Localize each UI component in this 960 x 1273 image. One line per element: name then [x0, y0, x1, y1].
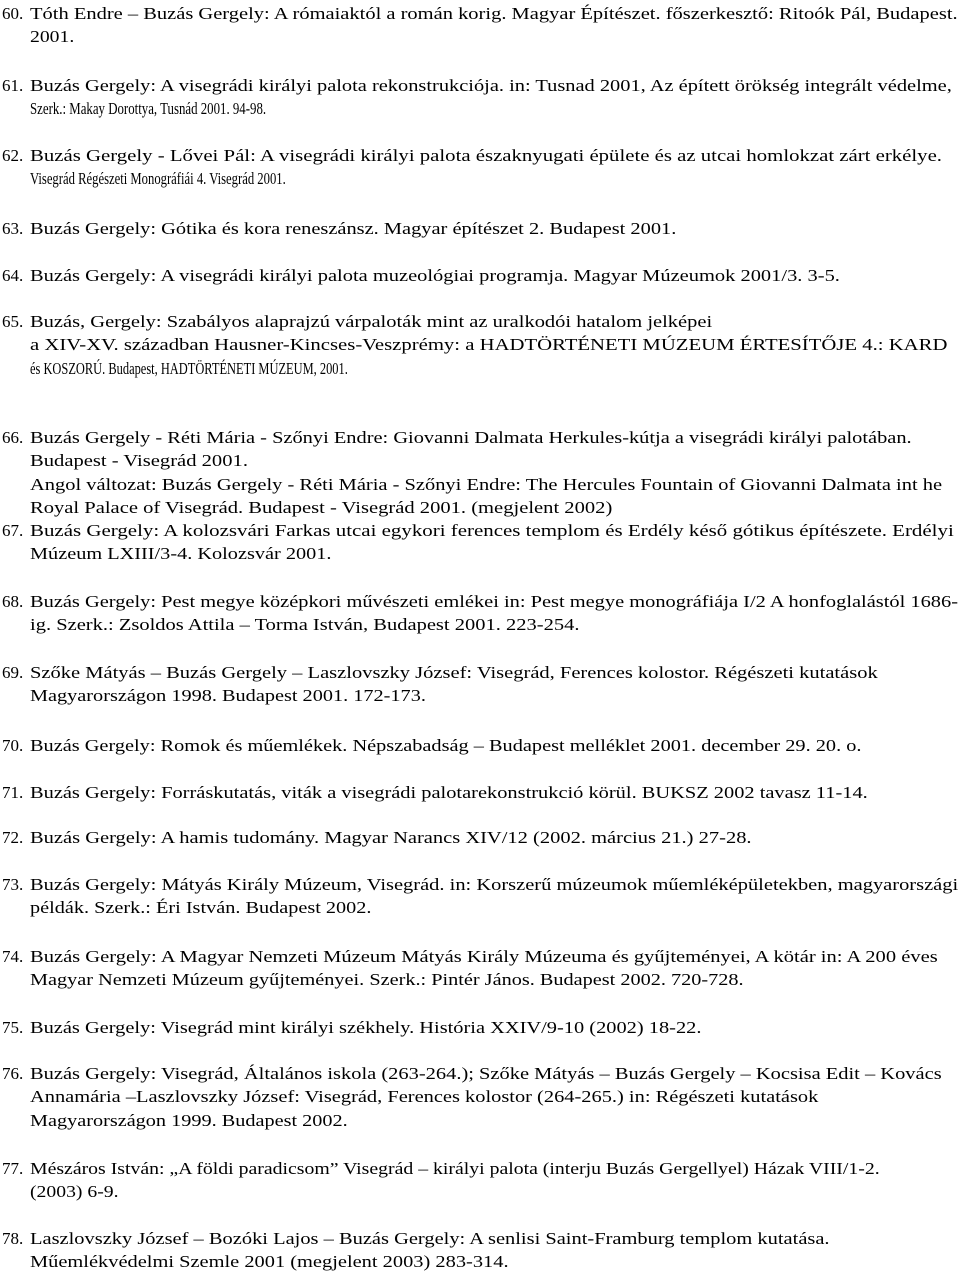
entry-text-line: Műemlékvédelmi Szemle 2001 (megjelent 2003) 283-314.	[30, 1252, 509, 1272]
entry-text-line: Múzeum LXIII/3-4. Kolozsvár 2001.	[30, 544, 332, 564]
entry-text-line: és KOSZORÚ. Budapest, HADTÖRTÉNETI MÚZEUM, 2001.	[30, 358, 348, 378]
entry-text-line: Buzás Gergely: Forráskutatás, viták a visegrádi palotarekonstrukció körül. BUKSZ 2002 tavasz 11-14.	[30, 783, 868, 802]
entry-text-line: Buzás Gergely: A hamis tudomány. Magyar Narancs XIV/12 (2002. március 21.) 27-28.	[30, 828, 752, 847]
entry-number: 61.	[2, 76, 24, 95]
entry-number: 77.	[2, 1159, 24, 1178]
entry-text-line: Budapest - Visegrád 2001.	[30, 451, 248, 471]
entry-text-line: Annamária –Laszlovszky József: Visegrád, Ferences kolostor (264-265.) in: Régészeti kutatások	[30, 1087, 819, 1107]
entry-text-line: Buzás Gergely: Pest megye középkori művészeti emlékei in: Pest megye monográfiája I/2 A honfoglalástól 1686-	[30, 592, 959, 611]
entry-text-line: Buzás Gergely: A Magyar Nemzeti Múzeum Mátyás Király Múzeuma és gyűjteményei, A kötár in: A 200 éves	[30, 947, 938, 966]
entry-number: 67.	[2, 521, 24, 540]
entry-text-line: Buzás Gergely: Visegrád mint királyi székhely. História XXIV/9-10 (2002) 18-22.	[30, 1018, 702, 1037]
entry-text-line: Buzás Gergely: Gótika és kora reneszánsz. Magyar építészet 2. Budapest 2001.	[30, 219, 677, 238]
entry-number: 64.	[2, 266, 24, 285]
entry-text-line: Buzás, Gergely: Szabályos alaprajzú várpaloták mint az uralkodói hatalom jelképei	[30, 312, 713, 331]
entry-number: 66.	[2, 428, 24, 447]
entry-number: 60.	[2, 4, 24, 23]
entry-text-line: Buzás Gergely - Réti Mária - Szőnyi Endre: Giovanni Dalmata Herkules-kútja a visegrádi királyi palotában.	[30, 428, 912, 447]
entry-text-line: Tóth Endre – Buzás Gergely: A rómaiaktól a román korig. Magyar Építészet. főszerkesztő: Ritoók Pál, Budapest.	[30, 4, 958, 23]
entry-number: 75.	[2, 1018, 24, 1037]
entry-text-line: Szőke Mátyás – Buzás Gergely – Laszlovszky József: Visegrád, Ferences kolostor. Régészeti kutatások	[30, 663, 878, 682]
entry-number: 69.	[2, 663, 24, 682]
entry-text-line: Angol változat: Buzás Gergely - Réti Mária - Szőnyi Endre: The Hercules Fountain of Giovanni Dalmata int he	[30, 474, 943, 494]
entry-text-line: Mészáros István: „A földi paradicsom” Visegrád – királyi palota (interju Buzás Gergellyel) Házak VIII/1-2.	[30, 1159, 880, 1178]
entry-text-line: példák. Szerk.: Éri István. Budapest 2002.	[30, 898, 372, 918]
entry-text-line: Szerk.: Makay Dorottya, Tusnád 2001. 94-98.	[30, 99, 267, 119]
entry-text-line: Buzás Gergely - Lővei Pál: A visegrádi királyi palota északnyugati épülete és az utcai homlokzat zárt erkélye.	[30, 146, 942, 165]
entry-text-line: Buzás Gergely: A kolozsvári Farkas utcai egykori ferences templom és Erdély késő gótikus építészete. Erdélyi	[30, 521, 954, 540]
entry-number: 70.	[2, 736, 24, 755]
entry-number: 74.	[2, 947, 24, 966]
entry-number: 68.	[2, 592, 24, 611]
entry-number: 62.	[2, 146, 24, 165]
entry-text-line: (2003) 6-9.	[30, 1182, 119, 1202]
entry-text-line: Visegrád Régészeti Monográfiái 4. Visegrád 2001.	[30, 169, 286, 189]
entry-text-line: Royal Palace of Visegrád. Budapest - Visegrád 2001. (megjelent 2002)	[30, 497, 613, 517]
entry-number: 73.	[2, 875, 24, 894]
entry-text-line: Magyarországon 1999. Budapest 2002.	[30, 1110, 348, 1130]
entry-text-line: Buzás Gergely: Mátyás Király Múzeum, Visegrád. in: Korszerű múzeumok műemléképületekben, magyarországi	[30, 875, 959, 894]
entry-number: 65.	[2, 312, 24, 331]
entry-text-line: Buzás Gergely: A visegrádi királyi palota rekonstrukciója. in: Tusnad 2001, Az épített örökség integrált védelme,	[30, 76, 952, 95]
entry-number: 72.	[2, 828, 24, 847]
entry-text-line: Buzás Gergely: Visegrád, Általános iskola (263-264.); Szőke Mátyás – Buzás Gergely – Kocsisa Edit – Kovács	[30, 1064, 942, 1083]
entry-number: 63.	[2, 219, 24, 238]
entry-text-line: Magyarországon 1998. Budapest 2001. 172-173.	[30, 686, 426, 706]
entry-text-line: Laszlovszky József – Bozóki Lajos – Buzás Gergely: A senlisi Saint-Framburg templom kutatása.	[30, 1229, 830, 1248]
entry-text-line: Buzás Gergely: A visegrádi királyi palota muzeológiai programja. Magyar Múzeumok 2001/3. 3-5.	[30, 266, 840, 285]
entry-text-line: Buzás Gergely: Romok és műemlékek. Népszabadság – Budapest melléklet 2001. december 29. 20. o.	[30, 736, 862, 755]
entry-text-line: 2001.	[30, 27, 75, 47]
entry-number: 78.	[2, 1229, 24, 1248]
entry-text-line: ig. Szerk.: Zsoldos Attila – Torma István, Budapest 2001. 223-254.	[30, 615, 580, 635]
entry-number: 76.	[2, 1064, 24, 1083]
entry-number: 71.	[2, 783, 24, 802]
entry-text-line: a XIV-XV. században Hausner-Kincses-Veszprémy: a HADTÖRTÉNETI MÚZEUM ÉRTESÍTŐJE 4.: KARD	[30, 335, 948, 355]
entry-text-line: Magyar Nemzeti Múzeum gyűjteményei. Szerk.: Pintér János. Budapest 2002. 720-728.	[30, 970, 744, 990]
